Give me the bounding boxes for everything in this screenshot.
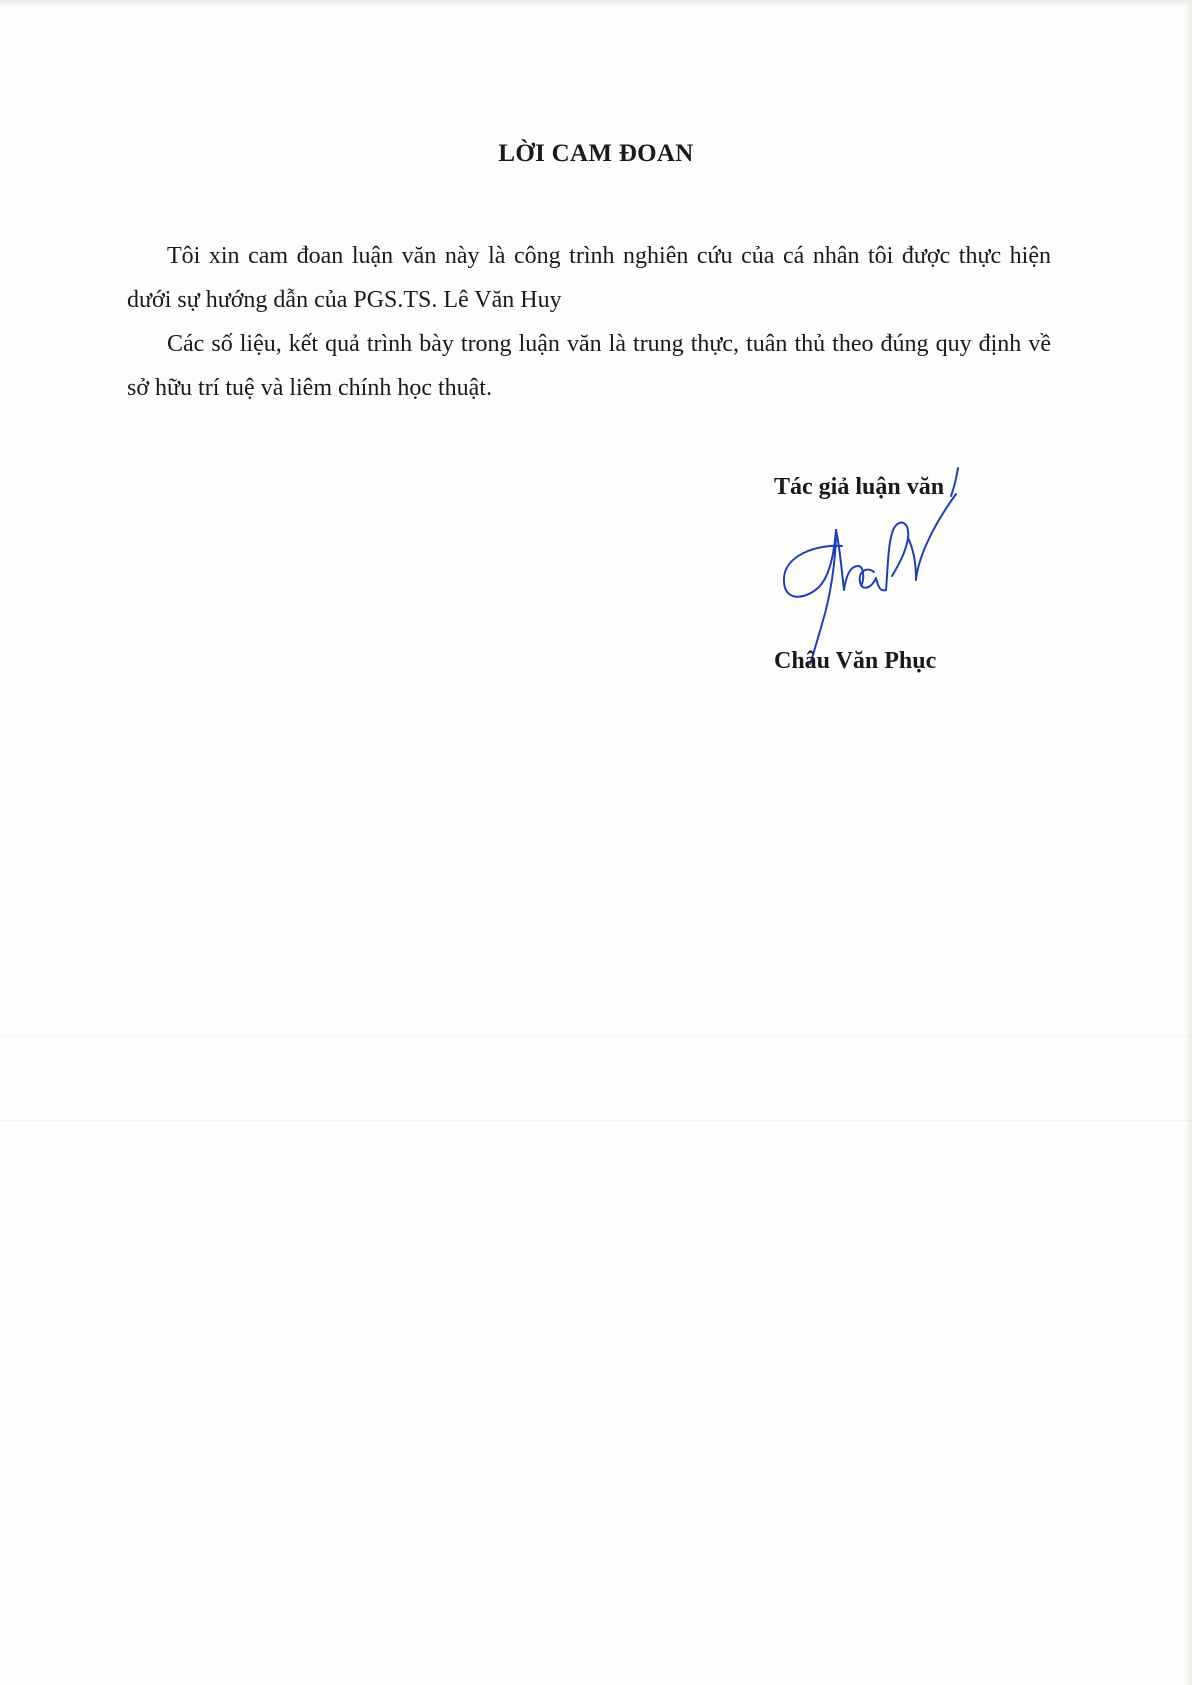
signature-block [770,474,1010,694]
declaration-paragraph: Tôi xin cam đoan luận văn này là công trình nghiên cứu của cá nhân tôi được thực hiện dưới sự hướng dẫn của PGS.TS. Lê Văn Huy [127,243,1051,313]
declaration-body [127,234,1051,410]
scan-top-edge [0,0,1192,6]
page-title: LỜI CAM ĐOAN [498,140,694,167]
scan-line [0,1035,1192,1036]
signature-role: Tác giả luận văn [774,474,945,500]
scan-right-edge [1184,0,1192,1685]
scan-line [0,1120,1192,1121]
declaration-paragraph: Các số liệu, kết quả trình bày trong luận văn là trung thực, tuân thủ theo đúng quy định về sở hữu trí tuệ và liêm chính học thuật. [127,331,1051,401]
signature-name: Châu Văn Phục [774,648,937,674]
